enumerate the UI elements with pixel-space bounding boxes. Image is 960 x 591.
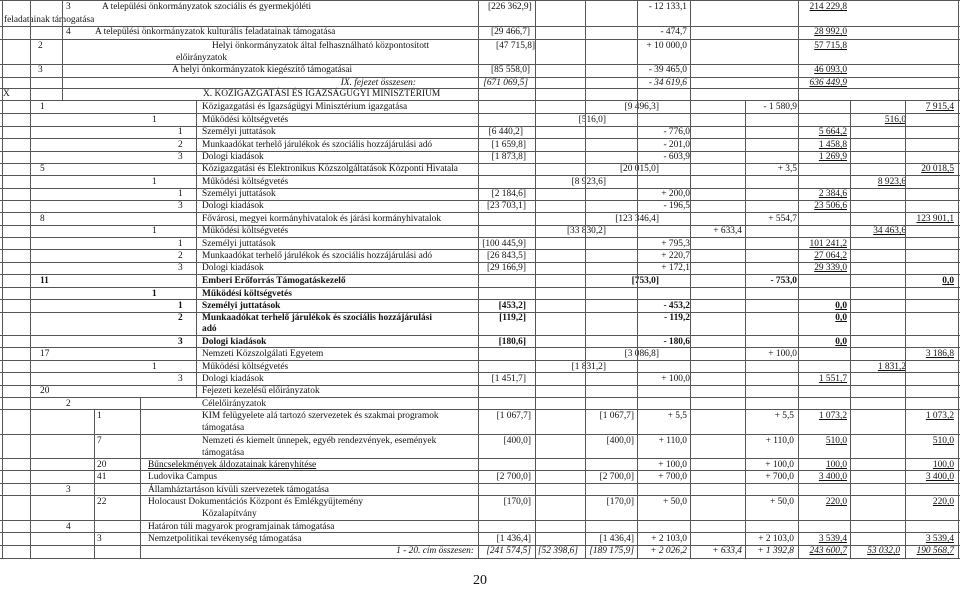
table-cell: 3 539,4 [925,534,954,544]
table-rule [0,495,960,496]
table-rule [0,409,960,410]
table-cell: 23 506,6 [814,201,847,211]
table-cell: Holocaust Dokumentációs Központ és Emlékgyűjtemény [148,497,364,507]
table-cell: 7 [97,436,102,446]
table-cell: Munkaadókat terhelő járulékok és szociális hozzájárulási [202,313,432,323]
table-cell: 1 [40,102,45,112]
table-cell: + 50,0 [769,497,794,507]
table-cell: 214 229,8 [809,2,847,12]
table-cell: [3 086,8] [624,349,659,359]
table-cell: + 200,0 [661,189,690,199]
table-cell: [1 659,8] [491,140,526,150]
table-cell: 7 915,4 [925,102,954,112]
table-column-rule [535,0,536,558]
table-rule [0,312,960,313]
table-column-rule [94,409,95,558]
table-cell: A települési önkormányzatok szociális és gyermekjóléti [102,2,312,12]
table-rule [0,470,960,471]
table-cell: 29 339,0 [814,263,847,273]
table-cell: Nemzetpolitikai tevékenység támogatása [148,534,302,544]
table-rule [0,347,960,348]
table-cell: [241 574,5] [486,546,531,556]
table-cell: 510,0 [825,436,847,446]
table-rule [0,126,960,127]
table-cell: + 795,3 [661,239,690,249]
table-cell: + 700,0 [658,472,687,482]
table-cell: A helyi önkormányzatok kiegészítő támogatásai [172,65,353,75]
table-cell: előirányzatok [176,53,228,63]
table-cell: + 5,5 [667,411,687,421]
table-cell: [453,2] [498,301,526,311]
table-cell: 5 664,2 [818,127,847,137]
table-cell: 3 [66,2,71,12]
table-cell: Munkaadókat terhelő járulékok és szociális hozzájárulási adó [202,140,433,150]
table-cell: [1 436,4] [599,534,634,544]
table-cell: Dologi kiadások [202,201,264,211]
table-rule [0,0,960,1]
table-cell: 2 [178,251,183,261]
table-cell: [400,0] [606,436,634,446]
table-cell: - 474,7 [660,27,687,37]
table-cell: 2 [38,41,43,51]
table-rule [0,237,960,238]
table-cell: 3 539,4 [818,534,847,544]
table-cell: Személyi juttatások [202,239,276,249]
table-rule [0,458,960,459]
table-cell: 53 032,0 [867,546,900,556]
table-cell: - 196,5 [663,201,690,211]
table-rule [0,225,960,226]
table-cell: KIM felügyelete alá tartozó szervezetek és szakmai programok [202,411,439,421]
table-rule [0,188,960,189]
table-cell: [2 184,6] [491,189,526,199]
table-cell: 0,0 [835,301,847,311]
table-cell: 1 [178,301,183,311]
table-cell: 3 [178,337,183,347]
table-cell: Működési költségvetés [202,289,292,299]
table-rule [0,77,960,78]
table-cell: + 554,7 [768,214,797,224]
table-cell: [47 715,8] [496,41,536,51]
table-cell: 0,0 [942,276,954,286]
table-cell: Helyi önkormányzatok által felhasználható központosított [212,41,430,51]
table-cell: + 3,5 [777,164,797,174]
table-cell: X. KÖZIGAZGATÁSI ÉS IGAZSÁGÜGYI MINISZTÉRIUM [203,89,441,99]
table-cell: Közigazgatási és Igazságügyi Minisztérium igazgatása [202,102,408,112]
table-cell: [516,0] [578,115,606,125]
table-cell: [29 166,9] [486,263,526,273]
table-cell: [226 362,9] [488,2,532,12]
table-cell: 1 [152,177,157,187]
table-column-rule [585,0,586,558]
table-cell: 190 568,7 [916,546,954,556]
table-cell: Dologi kiadások [202,152,264,162]
table-column-rule [798,0,799,558]
table-cell: 0,0 [835,313,847,323]
table-cell: Emberi Erőforrás Támogatáskezelő [202,276,346,286]
table-cell: 1 [152,115,157,125]
table-cell: Államháztartáson kívüli szervezetek támogatása [148,485,329,495]
table-cell: [1 436,4] [496,534,531,544]
table-cell: 20 [97,460,107,470]
table-cell: [2 700,0] [496,472,531,482]
table-column-rule [62,0,63,100]
table-cell: [52 398,6] [537,546,578,556]
table-cell: 101 241,2 [809,239,847,249]
table-cell: 2 [178,313,183,323]
table-cell: - 453,2 [663,301,690,311]
table-cell: 4 [66,522,71,532]
table-cell: 1 831,2 [877,362,906,372]
table-column-rule [850,100,851,558]
table-cell: 1 [178,127,183,137]
table-cell: Személyi juttatások [202,301,281,311]
table-cell: + 110,0 [658,436,687,446]
table-rule [0,434,960,435]
table-cell: [400,0] [503,436,531,446]
table-cell: + 100,0 [661,374,690,384]
table-cell: - 776,0 [663,127,690,137]
table-cell: [753,0] [631,276,659,286]
table-cell: + 100,0 [765,460,794,470]
table-cell: 57 715,8 [814,41,847,51]
table-cell: [1 873,8] [491,152,526,162]
table-cell: 1 [152,226,157,236]
table-cell: 3 [178,201,183,211]
table-cell: Közigazgatási és Elektronikus Közszolgáltatások Központi Hivatala [202,164,458,174]
table-cell: 100,0 [825,460,847,470]
table-cell: Fejezeti kezelésű előirányzatok [202,386,320,396]
table-rule [0,200,960,201]
table-cell: - 12 133,1 [648,2,687,12]
table-cell: 1 073,2 [925,411,954,421]
table-cell: + 172,1 [661,263,690,273]
table-cell: támogatása [202,423,245,433]
table-rule [0,39,960,40]
table-cell: Ludovika Campus [148,472,218,482]
table-cell: [2 700,0] [599,472,634,482]
table-column-rule [140,397,141,558]
table-rule [0,299,960,300]
table-cell: 27 064,2 [814,251,847,261]
table-cell: [1 831,2] [571,362,606,372]
table-cell: [85 558,0] [491,65,531,75]
table-cell: 1 [178,189,183,199]
table-cell: [123 346,4] [615,214,659,224]
table-cell: Működési költségvetés [202,115,289,125]
table-cell: 510,0 [932,436,954,446]
table-cell: 3 [178,263,183,273]
table-rule [0,483,960,484]
table-cell: 34 463,6 [873,226,906,236]
table-cell: 1 [97,411,102,421]
table-cell: + 10 000,0 [646,41,687,51]
table-cell: [1 067,7] [496,411,531,421]
table-rule [0,163,960,164]
table-cell: [1 067,7] [599,411,634,421]
table-cell: 220,0 [932,497,954,507]
table-cell: + 5,5 [774,411,794,421]
table-cell: + 50,0 [662,497,687,507]
table-cell: - 201,0 [663,140,690,150]
table-cell: 5 [40,164,45,174]
table-rule [0,151,960,152]
table-cell: Személyi juttatások [202,127,276,137]
table-cell: Személyi juttatások [202,189,276,199]
table-cell: Működési költségvetés [202,226,289,236]
table-cell: 20 018,5 [921,164,954,174]
table-cell: Dologi kiadások [202,374,264,384]
table-cell: 1 - 20. cím összesen: [396,546,474,556]
table-column-rule [690,0,691,558]
table-cell: Határon túli magyarok programjainak támogatása [148,522,335,532]
table-cell: Nemzeti és kiemelt ünnepek, egyéb rendezvények, események [202,436,437,446]
table-cell: [100 445,9] [482,239,526,249]
table-cell: + 100,0 [658,460,687,470]
table-cell: 3 [97,534,102,544]
table-cell: + 2 103,0 [651,534,687,544]
table-cell: Közalapítvány [202,509,257,519]
table-cell: + 700,0 [765,472,794,482]
table-column-rule [905,100,906,558]
table-rule [0,175,960,176]
table-cell: - 180,6 [663,337,690,347]
table-cell: 3 400,0 [818,472,847,482]
table-cell: 1 458,8 [818,140,847,150]
table-cell: 243 600,7 [809,546,847,556]
table-cell: 8 [40,214,45,224]
table-cell: 22 [97,497,107,507]
table-cell: [180,6] [498,337,526,347]
table-cell: [6 440,2] [488,127,523,137]
table-column-rule [958,0,959,558]
table-cell: feladatainak támogatása [4,15,95,25]
table-rule [0,385,960,386]
table-cell: támogatása [202,448,245,458]
table-rule [0,113,960,114]
table-rule [0,138,960,139]
table-cell: 123 901,1 [916,214,954,224]
table-rule [0,249,960,250]
table-cell: 3 [178,152,183,162]
table-cell: - 119,2 [663,313,690,323]
table-cell: 1 [152,289,157,299]
table-column-rule [196,100,197,397]
table-cell: + 2 026,2 [650,546,687,556]
table-rule [0,100,960,101]
table-cell: Dologi kiadások [202,337,267,347]
table-cell: IX. fejezet összesen: [340,78,416,88]
table-cell: 3 [178,374,183,384]
table-cell: 0,0 [835,337,847,347]
table-cell: Bűncselekmények áldozatainak kárenyhítése [148,460,317,470]
table-cell: [33 830,2] [566,226,606,236]
page-number: 20 [473,573,487,588]
table-cell: 1 [178,239,183,249]
table-cell: 3 [66,485,71,495]
table-rule [0,64,960,65]
table-column-rule [2,0,3,558]
table-cell: [23 703,1] [486,201,526,211]
table-cell: - 39 465,0 [648,65,687,75]
table-cell: 20 [40,386,50,396]
table-cell: 636 449,9 [809,78,847,88]
table-cell: [9 496,3] [624,102,659,112]
table-cell: 1 269,9 [818,152,847,162]
table-cell: 41 [97,472,107,482]
table-rule [0,397,960,398]
table-cell: 4 [66,27,71,37]
table-cell: - 753,0 [770,276,797,286]
table-rule [0,26,960,27]
table-cell: + 633,4 [713,226,742,236]
table-cell: [20 015,0] [619,164,659,174]
table-column-rule [478,0,479,558]
table-cell: [170,0] [606,497,634,507]
table-cell: Dologi kiadások [202,263,264,273]
table-column-rule [637,0,638,558]
table-cell: + 2 103,0 [758,534,794,544]
table-cell: [189 175,9] [589,546,634,556]
table-cell: 3 400,0 [925,472,954,482]
table-rule [0,262,960,263]
table-cell: 3 [38,65,43,75]
table-rule [0,212,960,213]
table-cell: adó [202,324,217,334]
table-cell: 11 [40,276,49,286]
table-rule [0,335,960,336]
table-rule [0,88,960,89]
table-cell: Nemzeti Közszolgálati Egyetem [202,349,324,359]
table-cell: Működési költségvetés [202,362,289,372]
table-cell: 2 [178,140,183,150]
table-cell: [26 843,5] [486,251,526,261]
table-cell: + 110,0 [765,436,794,446]
table-cell: Fővárosi, megyei kormányhivatalok és járási kormányhivatalok [202,214,442,224]
table-cell: - 603,9 [663,152,690,162]
table-cell: + 1 392,8 [757,546,794,556]
table-column-rule [745,100,746,558]
table-cell: 46 093,0 [814,65,847,75]
table-rule [0,360,960,361]
table-cell: + 633,4 [712,546,742,556]
table-rule [0,545,960,546]
table-rule [0,532,960,533]
table-cell: [29 466,7] [491,27,531,37]
table-cell: 516,0 [884,115,906,125]
table-cell: - 1 580,9 [763,102,797,112]
table-cell: - 34 619,6 [648,78,687,88]
table-cell: 100,0 [932,460,954,470]
table-cell: 1 [152,362,157,372]
table-cell: 3 186,8 [925,349,954,359]
table-cell: 28 992,0 [814,27,847,37]
table-cell: [671 069,5] [483,78,528,88]
table-cell: X [3,89,10,99]
table-cell: Munkaadókat terhelő járulékok és szociális hozzájárulási adó [202,251,433,261]
table-rule [0,558,960,559]
table-cell: Célelőirányzatok [202,399,267,409]
table-cell: + 100,0 [768,349,797,359]
table-cell: 2 [66,399,71,409]
table-cell: 1 073,2 [818,411,847,421]
table-rule [0,372,960,373]
table-cell: [119,2] [499,313,526,323]
table-rule [0,287,960,288]
table-cell: 17 [40,349,50,359]
table-cell: 220,0 [825,497,847,507]
table-cell: [8 923,6] [571,177,606,187]
table-cell: Működési költségvetés [202,177,289,187]
table-cell: 8 923,6 [877,177,906,187]
table-cell: [170,0] [503,497,531,507]
table-rule [0,274,960,275]
table-cell: + 220,7 [661,251,690,261]
table-column-rule [30,0,31,558]
table-cell: A települési önkormányzatok kulturális feladatainak támogatása [95,27,336,37]
table-cell: [1 451,7] [491,374,526,384]
table-cell: 2 384,6 [818,189,847,199]
table-rule [0,520,960,521]
table-cell: 1 551,7 [818,374,847,384]
